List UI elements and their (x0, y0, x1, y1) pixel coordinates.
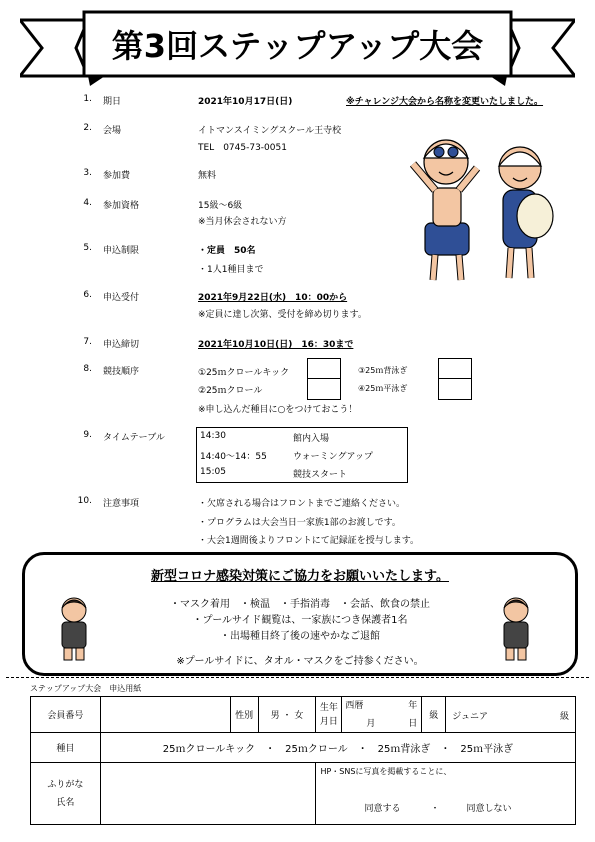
staff-illustration-left (52, 596, 96, 662)
junior-grade-field[interactable] (446, 697, 576, 733)
item-number: 6. (83, 290, 92, 300)
item-label: 参加費 (103, 171, 131, 181)
event-check-box[interactable] (307, 358, 341, 400)
item-number: 4. (83, 198, 92, 208)
event-check-box[interactable] (438, 358, 472, 400)
timetable-event: ウォーミングアップ (293, 452, 373, 462)
day-label: 日 (408, 719, 418, 729)
corona-note: ※プールサイドに、タオル・マスクをご持参ください。 (176, 656, 424, 667)
corona-title: 新型コロナ感染対策にご協力をお願いいたします。 (151, 569, 449, 584)
junior-label: ジュニア (452, 712, 489, 722)
member-no-label: 会員番号 (31, 697, 101, 733)
item-value: イトマンスイミングスクール王寺校 (198, 126, 342, 136)
form-caption: ステップアップ大会 申込用紙 (30, 684, 142, 693)
year-label: 年 (408, 701, 418, 711)
item-label: 期日 (103, 97, 122, 107)
item-label: 参加資格 (103, 201, 140, 211)
item-number: 10. (77, 496, 92, 506)
item-value: TEL 0745-73-0051 (198, 143, 287, 153)
event-option: ①25ｍクロールキック (198, 368, 290, 378)
item-number: 1. (83, 94, 92, 104)
swimmer-kids-illustration (405, 128, 570, 283)
gender-label: 性別 (230, 697, 258, 733)
timetable-event: 競技スタート (293, 470, 348, 480)
item-number: 5. (83, 243, 92, 253)
event-option: ④25ｍ平泳ぎ (358, 384, 408, 393)
era-label: 西暦 (345, 701, 364, 711)
item-value: ・プログラムは大会当日一家族1部のお渡しです。 (198, 518, 401, 528)
event-option: ③25ｍ背泳ぎ (358, 366, 408, 375)
name-field[interactable] (100, 763, 316, 825)
member-no-field[interactable] (100, 697, 230, 733)
item-label: 会場 (103, 126, 122, 136)
item-label: タイムテーブル (103, 433, 165, 443)
event-option: ②25ｍクロール (198, 386, 263, 396)
consent-separator: ・ (430, 804, 440, 814)
item-value: 2021年9月22日(水) 10：00から (198, 293, 348, 303)
furigana-label: ふりがな (47, 779, 84, 790)
item-number: 2. (83, 123, 92, 133)
item-label: 競技順序 (103, 367, 140, 377)
month-label: 月 (366, 719, 376, 729)
item-value: ※申し込んだ種目に○をつけておこう！ (198, 405, 358, 415)
event-choices[interactable]: 25ｍクロールキック ・ 25ｍクロール ・ 25ｍ背泳ぎ ・ 25ｍ平泳ぎ (100, 733, 575, 763)
page-title: 第3回ステップアップ大会 (111, 27, 484, 65)
consent-text: HP・SNSに写真を掲載することに、 (320, 767, 452, 776)
item-label: 申込受付 (103, 293, 140, 303)
staff-illustration-right (494, 596, 538, 662)
name-text-label: 氏名 (56, 797, 75, 808)
item-number: 7. (83, 337, 92, 347)
birth-label-line: 月日 (319, 716, 338, 727)
birth-label (316, 697, 342, 733)
application-form (30, 696, 576, 825)
name-label (31, 763, 101, 825)
junior-grade-label: 級 (559, 712, 569, 722)
timetable-event: 館内入場 (293, 434, 330, 444)
rename-notice: ※チャレンジ大会から名称を変更いたしました。 (346, 97, 544, 107)
birth-date-field[interactable] (342, 697, 422, 733)
consent-agree[interactable]: 同意する (364, 804, 401, 814)
corona-measure: ・出場種目終了後の速やかなご退館 (220, 631, 380, 642)
item-value: 2021年10月17日(日) (198, 97, 293, 107)
cut-line (6, 677, 589, 678)
item-value: ・1人1種目まで (198, 265, 264, 275)
item-value: ・欠席される場合はフロントまでご連絡ください。 (198, 499, 406, 509)
item-number: 3. (83, 168, 92, 178)
timetable-time: 14:30 (200, 431, 226, 441)
photo-consent (316, 763, 576, 825)
grade-label: 級 (422, 697, 446, 733)
gender-field[interactable]: 男 ・ 女 (258, 697, 316, 733)
item-value: 無料 (198, 171, 217, 181)
corona-measure: ・プールサイド観覧は、一家族につき保護者1名 (192, 615, 408, 626)
event-label: 種目 (31, 733, 101, 763)
item-value: ※定員に達し次第、受付を締め切ります。 (198, 310, 367, 320)
item-label: 申込制限 (103, 246, 140, 256)
item-value: 2021年10月10日(日) 16：30まで (198, 340, 354, 350)
consent-disagree[interactable]: 同意しない (466, 804, 512, 814)
item-number: 9. (83, 430, 92, 440)
birth-label-line: 生年 (319, 702, 338, 713)
item-value: ・大会1週間後よりフロントにて記録証を授与します。 (198, 536, 420, 546)
item-number: 8. (83, 364, 92, 374)
item-value: ※当月休会されない方 (198, 217, 287, 227)
corona-measure: ・マスク着用 ・検温 ・手指消毒 ・会話、飲食の禁止 (170, 599, 430, 610)
item-value: ・定員 50名 (198, 246, 256, 256)
item-label: 申込締切 (103, 340, 140, 350)
timetable (196, 427, 408, 483)
timetable-time: 15:05 (200, 467, 226, 477)
item-value: 15級～6級 (198, 201, 243, 211)
timetable-time: 14:40～14：55 (200, 452, 267, 462)
item-label: 注意事項 (103, 499, 140, 509)
